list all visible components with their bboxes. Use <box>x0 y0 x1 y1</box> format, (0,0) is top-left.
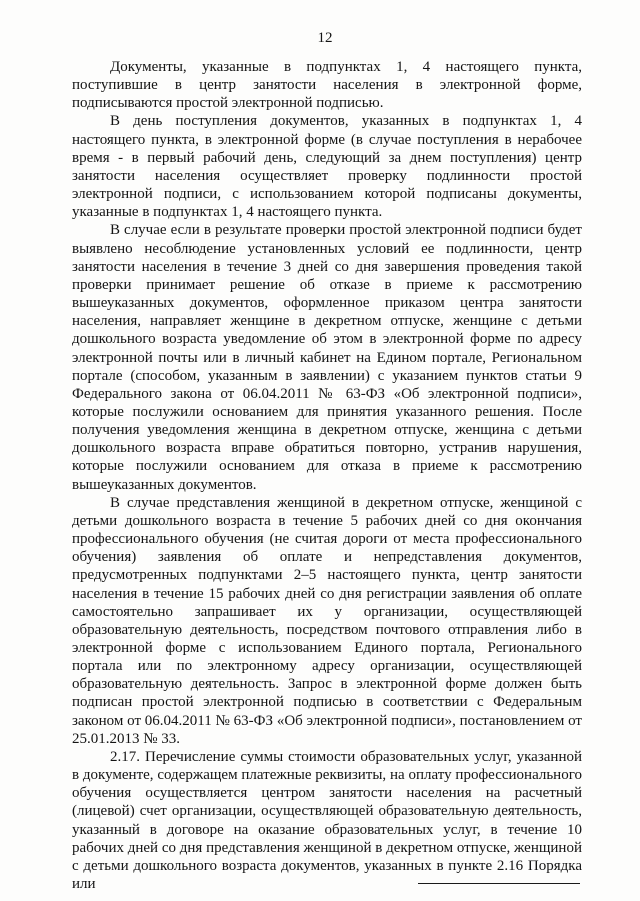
paragraph-document-request: В случае представления женщиной в декретном отпуске, женщиной с детьми дошкольного возраста в течение 5 рабочих дней со дня окончания профессионального обучения (не считая дороги от места профессионального обучения) заявления об оплате и непредставления документов, предусмотренных подпунктами 2–5 настоящего пункта, центр занятости населения в течение 15 рабочих дней со дня регистрации заявления об оплате самостоятельно запрашивает их у организации, осуществляющей образовательную деятельность, посредством почтового отправления либо в электронной форме с использованием Единого портала, Регионального портала или по электронному адресу организации, осуществляющей образовательную деятельность. Запрос в электронной форме должен быть подписан простой электронной подписью в соответствии с Федеральным законом от 06.04.2011 № 63-ФЗ «Об электронной подписи», постановлением от 25.01.2013 № 33. <box>72 494 582 747</box>
page-number: 12 <box>317 30 333 46</box>
paragraph-2-17-payment-transfer: 2.17. Перечисление суммы стоимости образовательных услуг, указанной в документе, содержащем платежные реквизиты, на оплату профессионального обучения осуществляется центром занятости населения на расчетный (лицевой) счет организации, осуществляющей образовательную деятельность, указанный в договоре на оказание образовательных услуг, в течение 10 рабочих дней со дня представления женщиной в декретном отпуске, женщиной с детьми дошкольного возраста документов, указанных в пункте 2.16 Порядка или <box>72 748 582 893</box>
paragraph-verification-failure: В случае если в результате проверки простой электронной подписи будет выявлено несоблюдение установленных условий ее подлинности, центр занятости населения в течение 3 дней со дня завершения проведения такой проверки принимает решение об отказе в приеме к рассмотрению вышеуказанных документов, оформленное приказом центра занятости населения, направляет женщине в декретном отпуске, женщине с детьми дошкольного возраста уведомление об этом в электронной форме по адресу электронной почты или в личный кабинет на Едином портале, Региональном портале (способом, указанным в заявлении) с указанием пунктов статьи 9 Федерального закона от 06.04.2011 № 63-ФЗ «Об электронной подписи», которые послужили основанием для принятия указанного решения. После получения уведомления женщина в декретном отпуске, женщина с детьми дошкольного возраста вправе обратиться повторно, устранив нарушения, которые послужили основанием для отказа в приеме к рассмотрению вышеуказанных документов. <box>72 222 582 493</box>
footer-divider <box>418 883 580 884</box>
document-body <box>72 58 582 893</box>
paragraph-electronic-documents-signing: Документы, указанные в подпунктах 1, 4 настоящего пункта, поступившие в центр занятости населения в электронной форме, подписываются простой электронной подписью. <box>72 59 582 112</box>
paragraph-signature-verification: В день поступления документов, указанных в подпунктах 1, 4 настоящего пункта, в электронной форме (в случае поступления в нерабочее время - в первый рабочий день, следующий за днем поступления) центр занятости населения осуществляет проверку подлинности простой электронной подписи, с использованием которой подписаны документы, указанные в подпунктах 1, 4 настоящего пункта. <box>72 113 582 221</box>
